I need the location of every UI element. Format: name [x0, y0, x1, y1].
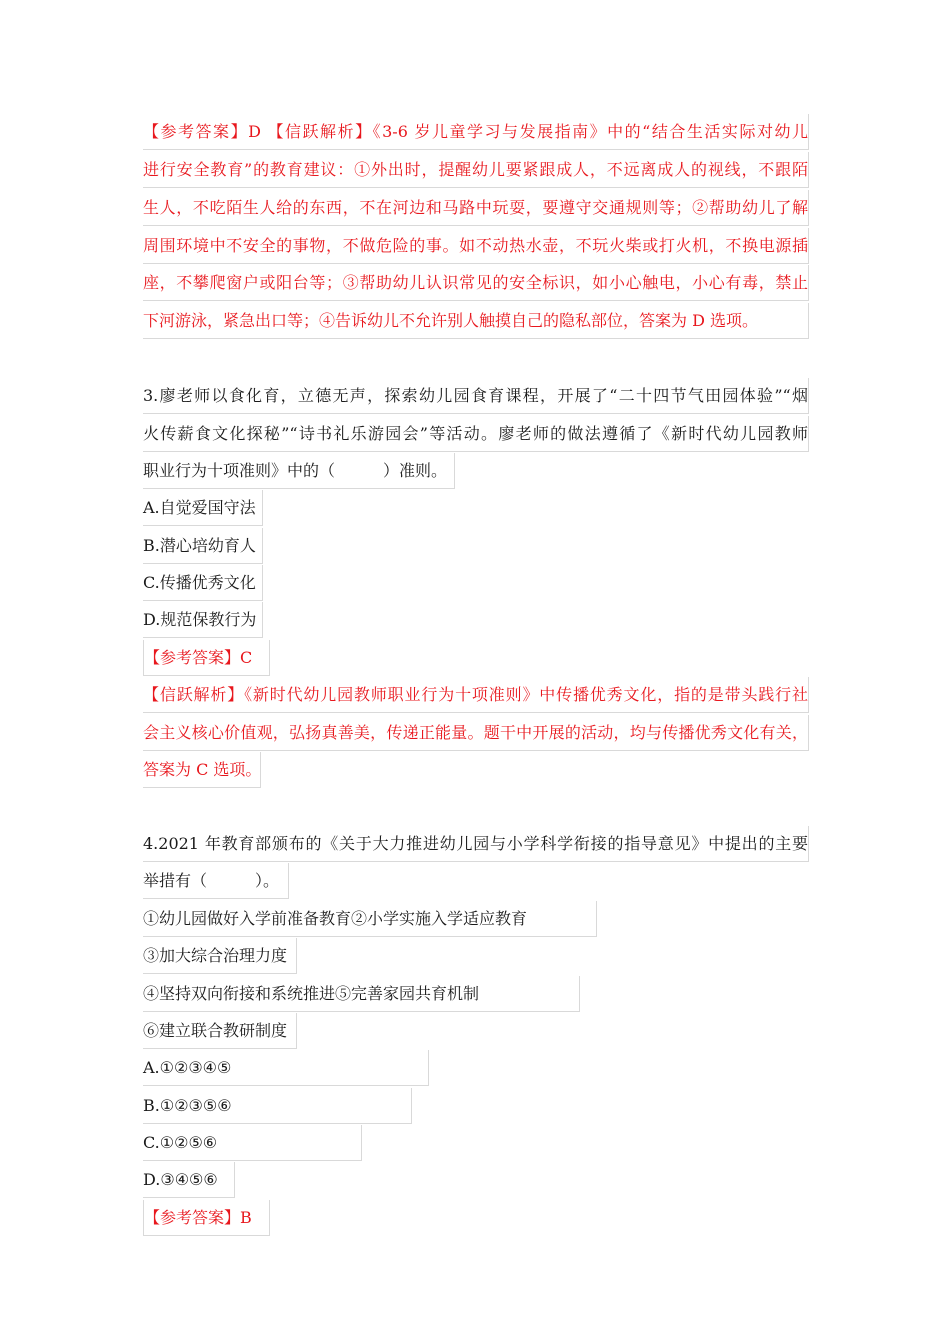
- q3-option-c: C.传播优秀文化: [143, 565, 263, 601]
- q4-option-a: A.①②③④⑤: [143, 1050, 429, 1086]
- q4-item-4: ⑥建立联合教研制度: [143, 1013, 297, 1049]
- q4-stem-line-2: 举措有（ ）。: [143, 863, 289, 899]
- q4-stem-line-1: 4.2021 年教育部颁布的《关于大力推进幼儿园与小学科学衔接的指导意见》中提出的主要: [143, 826, 809, 862]
- q2-analysis-line-2: 进行安全教育”的教育建议：①外出时，提醒幼儿要紧跟成人，不远离成人的视线，不跟陌: [143, 152, 809, 188]
- q4-option-b: B.①②③⑤⑥: [143, 1088, 412, 1124]
- q2-analysis-line-5: 座，不攀爬窗户或阳台等；③帮助幼儿认识常见的安全标识，如小心触电，小心有毒，禁止: [143, 265, 809, 301]
- q3-analysis-line-3: 答案为 C 选项。: [143, 752, 261, 788]
- q4-item-1: ①幼儿园做好入学前准备教育②小学实施入学适应教育: [143, 901, 597, 937]
- q3-stem-line-3: 职业行为十项准则》中的（ ）准则。: [143, 453, 455, 489]
- q2-analysis-line-1: 【参考答案】D 【信跃解析】《3-6 岁儿童学习与发展指南》中的“结合生活实际对幼儿: [143, 114, 809, 150]
- q3-stem-line-2: 火传薪食文化探秘”“诗书礼乐游园会”等活动。廖老师的做法遵循了《新时代幼儿园教师: [143, 416, 809, 452]
- q2-analysis-line-4: 周围环境中不安全的事物，不做危险的事。如不动热水壶，不玩火柴或打火机，不换电源插: [143, 228, 809, 264]
- q4-item-2: ③加大综合治理力度: [143, 938, 297, 974]
- q3-analysis-line-2: 会主义核心价值观，弘扬真善美，传递正能量。题干中开展的活动，均与传播优秀文化有关，: [143, 715, 809, 751]
- q4-option-c: C.①②⑤⑥: [143, 1125, 362, 1161]
- q2-analysis-line-6: 下河游泳，紧急出口等；④告诉幼儿不允许别人触摸自己的隐私部位，答案为 D 选项。: [143, 303, 809, 339]
- q4-option-d: D.③④⑤⑥: [143, 1162, 235, 1198]
- q3-option-d: D.规范保教行为: [143, 602, 263, 638]
- q2-analysis-line-3: 生人，不吃陌生人给的东西，不在河边和马路中玩耍，要遵守交通规则等；②帮助幼儿了解: [143, 190, 809, 226]
- q3-stem-line-1: 3.廖老师以食化育，立德无声，探索幼儿园食育课程，开展了“二十四节气田园体验”“烟: [143, 378, 809, 414]
- q3-analysis-line-1: 【信跃解析】《新时代幼儿园教师职业行为十项准则》中传播优秀文化，指的是带头践行社: [143, 677, 809, 713]
- q4-answer: 【参考答案】B: [143, 1200, 270, 1236]
- q4-item-3: ④坚持双向衔接和系统推进⑤完善家园共育机制: [143, 976, 580, 1012]
- q3-answer: 【参考答案】C: [143, 640, 270, 676]
- q3-option-b: B.潜心培幼育人: [143, 528, 263, 564]
- q3-option-a: A.自觉爱国守法: [143, 490, 263, 526]
